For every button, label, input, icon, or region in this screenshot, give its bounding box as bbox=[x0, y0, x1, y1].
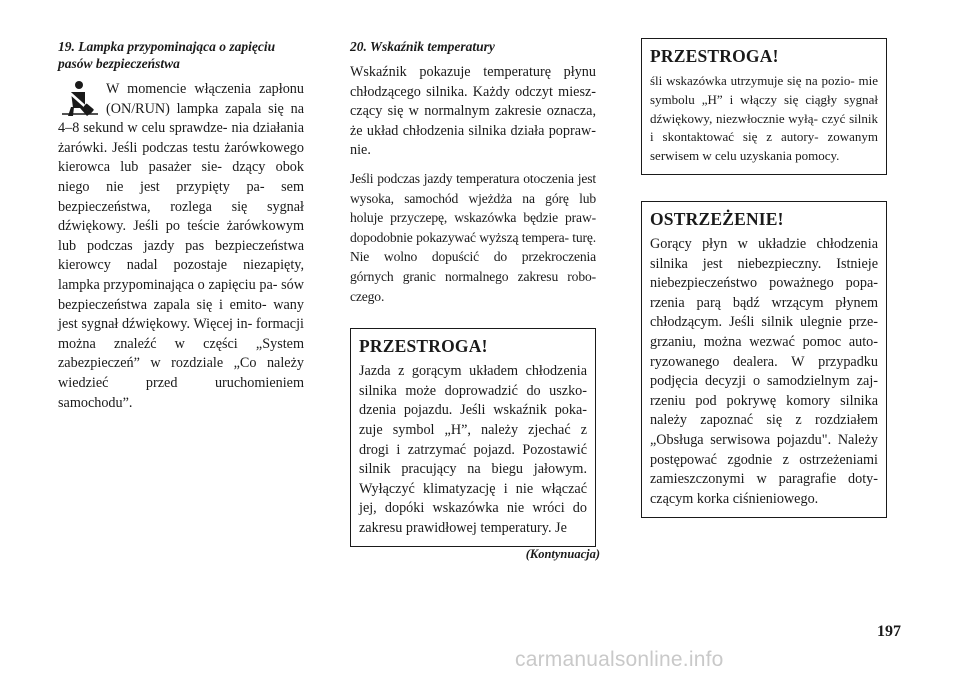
section-19-heading: 19. Lampka przypominająca o zapięciu pasów bezpieczeństwa bbox=[58, 39, 276, 71]
section-20-paragraph-2: Jeśli podczas jazdy temperatura otoczenia jest wysoka, samochód wjeżdża na górę lub holuje przyczepę, wskazówka będzie praw- dopodobnie pokazywać wyższą tempera- turę. Nie wolno dopuścić do przekroczenia górnych granic normalnego zakresu robo- czego. bbox=[350, 170, 596, 304]
column-right bbox=[641, 38, 887, 518]
seatbelt-icon-graphic bbox=[60, 80, 100, 118]
warning-box bbox=[641, 201, 887, 518]
section-19-paragraph: W momencie włączenia zapłonu (ON/RUN) lampka zapala się na 4–8 sekund w celu sprawdze- nia działania żarówki. Jeśli podczas testu żarówkowego kierowca lub pasażer sie- dzący obok niego nie jest przypięty pa- sem bezpieczeństwa, rozlega się sygnał dźwiękowy. Jeśli po teście żarówkowym lub podczas jazdy pas bezpieczeństwa kierowcy nadal pozostaje niezapięty, lampka przypominająca o zapięciu pa- sów bezpieczeństwa zapala się i emito- wany jest sygnał dźwiękowy. Więcej in- formacji można znaleźć w części „System zabezpieczeń” w rozdziale „Co należy wiedzieć przed uruchomieniem samochodu”. bbox=[58, 81, 304, 411]
caution-continued-text: śli wskazówka utrzymuje się na pozio- mie symbolu „H” i włączy się ciągły sygnał dźwiękowy, niezwłocznie wyłą- czyć silnik i skontaktować się z autory- zowanym serwisem w celu uzyskania pomocy. bbox=[650, 73, 878, 164]
caution-text: Jazda z gorącym układem chłodzenia silnika może doprowadzić do uszko- dzenia pojazdu. Jeśli wskaźnik poka- zuje symbol „H”, należy zjechać z drogi i zatrzymać pojazd. Pozostawić silnik pracujący na biegu jałowym. Wyłączyć klimatyzację i nie włączać jej, dopóki wskazówka nie wróci do zakresu prawidłowej temperatury. Je bbox=[359, 363, 587, 536]
section-20-heading: 20. Wskaźnik temperatury bbox=[350, 39, 495, 54]
column-left bbox=[58, 38, 304, 421]
caution-continued-box bbox=[641, 38, 887, 175]
caution-box bbox=[350, 328, 596, 547]
section-20-paragraph-1: Wskaźnik pokazuje temperaturę płynu chłodzącego silnika. Każdy odczyt miesz- czący się w normalnym zakresie oznacza, że układ chłodzenia silnika działa popraw- nie. bbox=[350, 64, 596, 159]
continued-label: (Kontynuacja) bbox=[525, 547, 600, 561]
column-middle bbox=[350, 38, 596, 547]
warning-title: OSTRZEŻENIE! bbox=[650, 208, 784, 229]
seatbelt-icon bbox=[58, 80, 102, 118]
warning-text: Gorący płyn w układzie chłodzenia silnika jest niebezpieczny. Istnieje niebezpieczeństwo poważnego popa- rzenia parą bądź wrzącym płynem chłodzącym. Jeśli silnik ulegnie prze- grzaniu, można wezwać pomoc auto- ryzowanego dealera. W przypadku podjęcia decyzji o samodzielnym zaj- rzeniu pod pokrywę komory silnika należy zapoznać się z rozdziałem „Obsługa serwisowa pojazdu". Należy postępować zgodnie z ostrzeżeniami zamieszczonymi w paragrafie doty- czącym korka ciśnieniowego. bbox=[650, 235, 878, 507]
watermark: carmanualsonline.info bbox=[515, 648, 724, 671]
caution-title: PRZESTROGA! bbox=[359, 336, 488, 357]
page-number: 197 bbox=[877, 623, 901, 640]
caution-continued-title: PRZESTROGA! bbox=[650, 46, 779, 66]
